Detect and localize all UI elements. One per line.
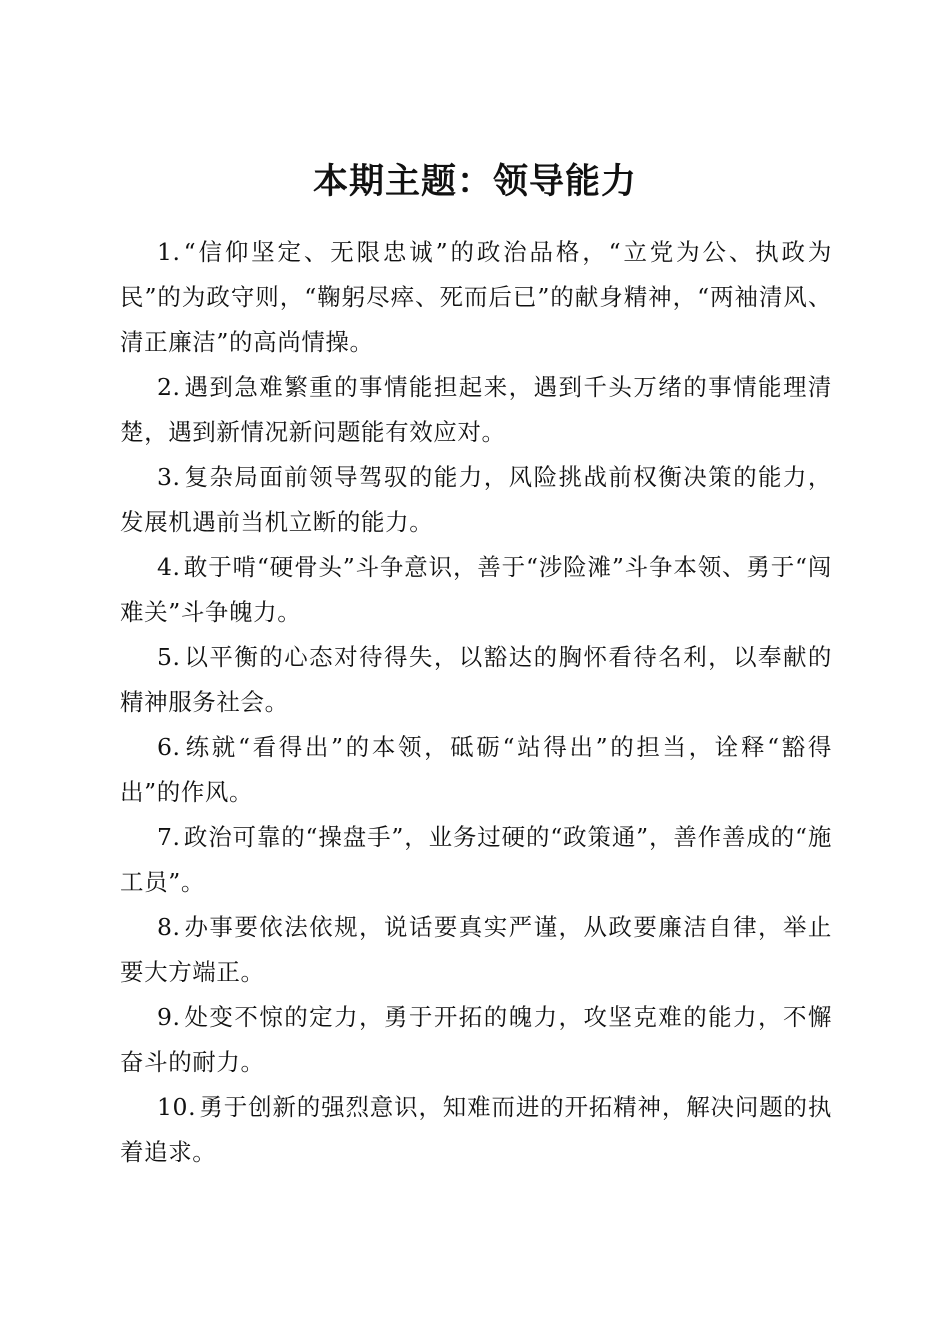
item-text: “信仰坚定、无限忠诚”的政治品格，“立党为公、执政为民”的为政守则，“鞠躬尽瘁、死而后已”的献身精神，“两袖清风、清正廉洁”的高尚情操。 [120,238,832,356]
list-item [120,995,832,1085]
item-number: 9. [157,1003,181,1031]
item-number: 7. [157,823,181,851]
list-item [120,635,832,725]
list-item [120,365,832,455]
item-text: 遇到急难繁重的事情能担起来，遇到千头万绪的事情能理清楚，遇到新情况新问题能有效应对。 [120,373,832,446]
item-list [120,230,832,1175]
item-text: 勇于创新的强烈意识，知难而进的开拓精神，解决问题的执着追求。 [120,1093,832,1166]
item-text: 练就“看得出”的本领，砥砺“站得出”的担当，诠释“豁得出”的作风。 [120,733,832,806]
item-number: 8. [157,913,181,941]
list-item [120,725,832,815]
item-text: 敢于啃“硬骨头”斗争意识，善于“涉险滩”斗争本领、勇于“闯难关”斗争魄力。 [120,553,832,626]
item-number: 3. [157,463,181,491]
item-number: 6. [157,733,181,761]
item-text: 复杂局面前领导驾驭的能力，风险挑战前权衡决策的能力，发展机遇前当机立断的能力。 [120,463,832,536]
item-text: 政治可靠的“操盘手”，业务过硬的“政策通”，善作善成的“施工员”。 [120,823,832,896]
list-item [120,1085,832,1175]
list-item [120,230,832,365]
item-text: 办事要依法依规，说话要真实严谨，从政要廉洁自律，举止要大方端正。 [120,913,832,986]
item-number: 2. [157,373,181,401]
item-number: 4. [157,553,181,581]
item-number: 5. [157,643,181,671]
item-text: 处变不惊的定力，勇于开拓的魄力，攻坚克难的能力，不懈奋斗的耐力。 [120,1003,832,1076]
item-number: 10. [157,1093,197,1121]
item-number: 1. [157,238,181,266]
item-text: 以平衡的心态对待得失，以豁达的胸怀看待名利，以奉献的精神服务社会。 [120,643,832,716]
page-title: 本期主题：领导能力 [312,161,637,203]
list-item [120,455,832,545]
list-item [120,905,832,995]
list-item [120,545,832,635]
list-item [120,815,832,905]
